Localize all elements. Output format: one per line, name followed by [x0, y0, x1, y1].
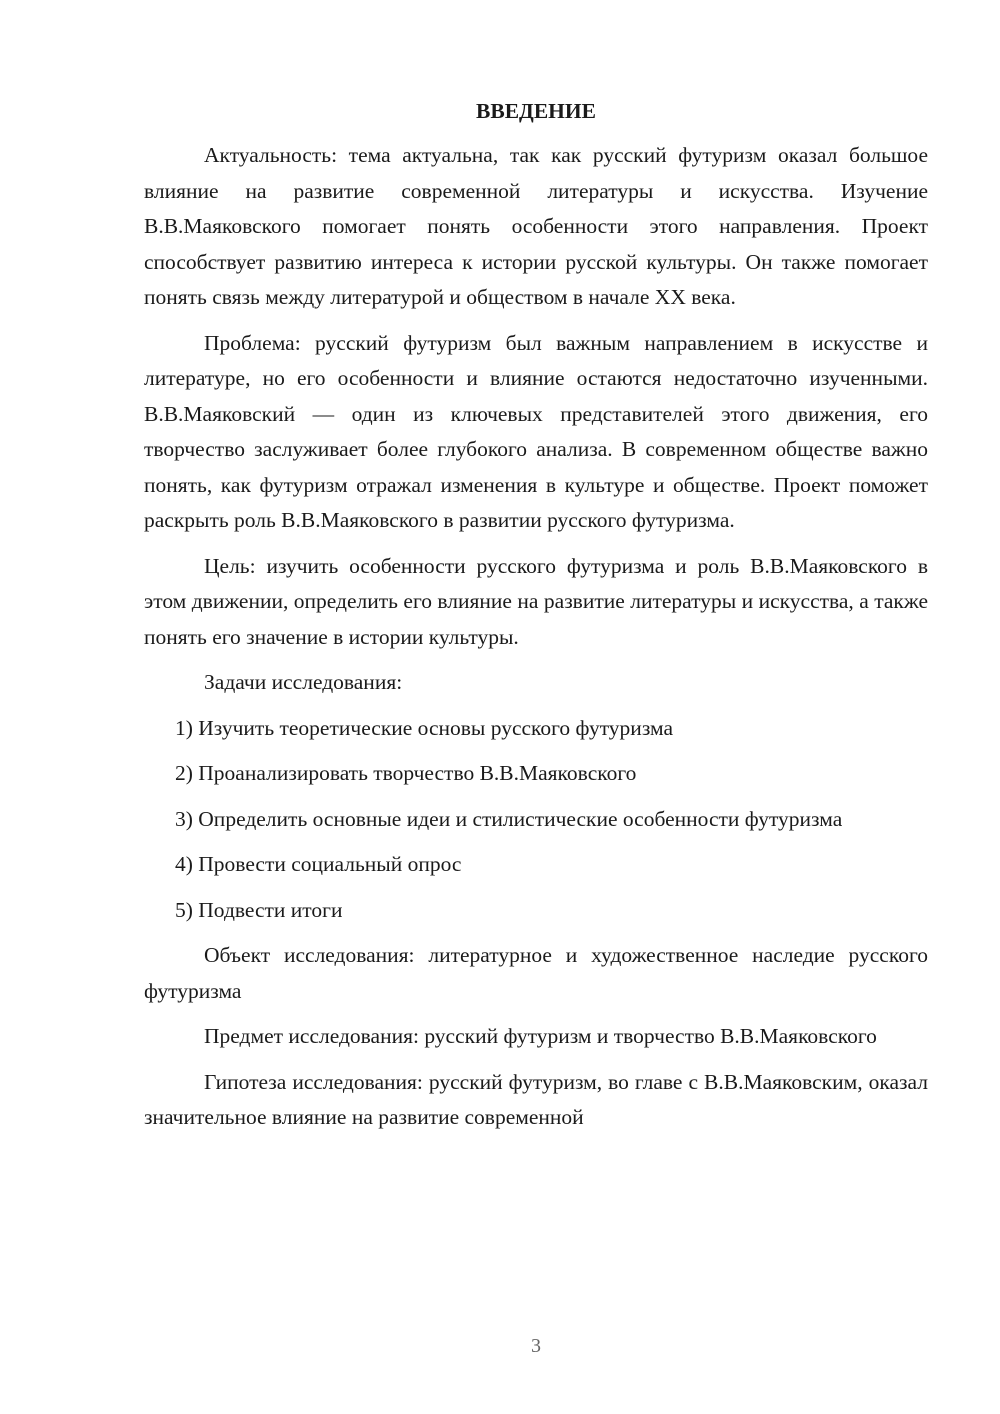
document-page [144, 96, 928, 1146]
section-title: ВВЕДЕНИЕ [476, 99, 596, 123]
tasks-heading: Задачи исследования: [204, 670, 403, 694]
task-item-4: 4) Провести социальный опрос [175, 852, 462, 876]
page-number: 3 [531, 1335, 541, 1357]
problem-paragraph: Проблема: русский футуризм был важным направлением в искусстве и литературе, но его особенности и влияние остаются недостаточно изученными. В.В.Маяковский — один из ключевых представителей этого движения, его творчество заслуживает более глубокого анализа. В современном обществе важно понять, как футуризм отражал изменения в культуре и обществе. Проект поможет раскрыть роль В.В.Маяковского в развитии русского футуризма. [144, 330, 928, 532]
task-item-1: 1) Изучить теоретические основы русского футуризма [175, 715, 674, 740]
object-paragraph: Объект исследования: литературное и художественное наследие русского футуризма [144, 943, 928, 1003]
goal-paragraph: Цель: изучить особенности русского футуризма и роль В.В.Маяковского в этом движении, определить его влияние на развитие литературы и искусства, а также понять его значение в истории культуры. [144, 553, 928, 649]
task-item-5: 5) Подвести итоги [175, 897, 343, 922]
task-item-3: 3) Определить основные идеи и стилистические особенности футуризма [175, 806, 843, 831]
subject-paragraph: Предмет исследования: русский футуризм и творчество В.В.Маяковского [204, 1024, 877, 1048]
task-item-2: 2) Проанализировать творчество В.В.Маяковского [175, 761, 637, 785]
task-list [144, 711, 928, 929]
hypothesis-paragraph: Гипотеза исследования: русский футуризм, во главе с В.В.Маяковским, оказал значительное влияние на развитие современной [144, 1069, 928, 1129]
relevance-paragraph: Актуальность: тема актуальна, так как русский футуризм оказал большое влияние на развитие современной литературы и искусства. Изучение В.В.Маяковского помогает понять особенности этого направления. Проект способствует развитию интереса к истории русской культуры. Он также помогает понять связь между литературой и обществом в начале XX века. [144, 143, 928, 309]
